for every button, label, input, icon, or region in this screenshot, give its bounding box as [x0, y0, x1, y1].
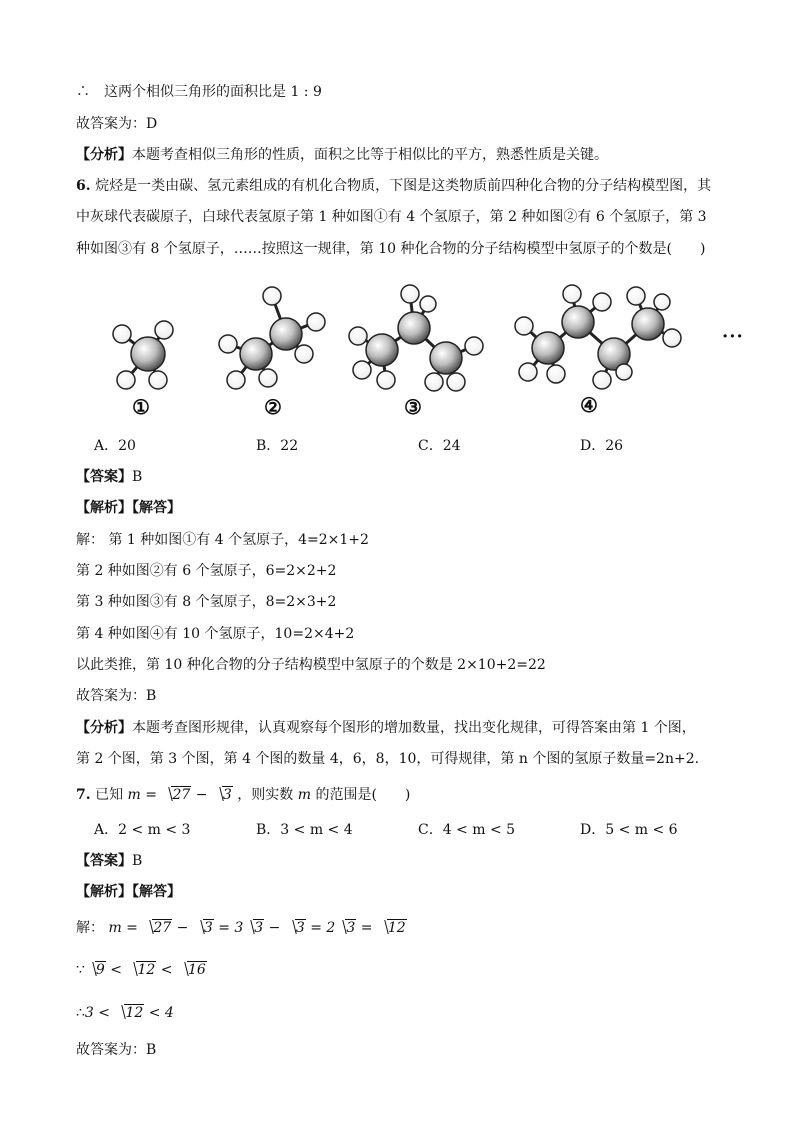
- analysis-text: 本题考查相似三角形的性质，面积之比等于相似比的平方，熟悉性质是关键。: [132, 147, 608, 163]
- q7-option-b: B．3 < m < 4: [256, 822, 353, 838]
- q7-equation: m = 27 − 3: [127, 787, 232, 803]
- answer-tag: 【答案】: [76, 853, 132, 869]
- fig-label-1: ①: [132, 395, 150, 419]
- step-equation: m = 27 − 3 = 3 3 − 3 = 2 3 = 12: [108, 920, 406, 936]
- q6-step-3: 第 3 种如图③有 8 个氢原子，8=2×3+2: [76, 594, 337, 610]
- q6-step-4: 第 4 种如图④有 10 个氢原子，10=2×4+2: [76, 626, 355, 642]
- answer-value: B: [132, 853, 143, 869]
- q6-analysis-line1: [76, 718, 696, 738]
- q6-option-c: C．24: [418, 438, 461, 454]
- fig-label-2: ②: [264, 395, 282, 419]
- q7-final-answer: 故答案为：B: [76, 1042, 157, 1058]
- q6-answer: [76, 467, 142, 487]
- q7-var-m: m: [297, 787, 312, 803]
- molecule-1: [113, 321, 173, 389]
- q6-number: 6.: [76, 178, 91, 194]
- q7-option-d: D．5 < m < 6: [580, 822, 678, 838]
- fig-label-3: ③: [404, 395, 422, 419]
- step-result: 3 < 12 < 4: [84, 1005, 174, 1021]
- molecule-2: [219, 287, 325, 389]
- prev-answer: 故答案为：D: [76, 116, 158, 132]
- q6-step-2: 第 2 种如图②有 6 个氢原子，6=2×2+2: [76, 563, 337, 579]
- q7-number: 7.: [76, 787, 91, 803]
- q7-answer: [76, 851, 142, 871]
- analysis-text: 本题考查图形规律，认真观察每个图形的增加数量，找出变化规律，可得答案由第 1 个图，: [132, 720, 696, 736]
- q7-stem-end: 的范围是( ): [315, 787, 411, 803]
- q6-option-b: B．22: [256, 438, 299, 454]
- q6-step-5: 以此类推，第 10 种化合物的分子结构模型中氢原子的个数是 2×10+2=22: [76, 657, 546, 673]
- q7-stem-pre: 已知: [95, 787, 124, 803]
- q6-stem-line2: 中灰球代表碳原子，白球代表氢原子第 1 种如图①有 4 个氢原子，第 2 种如图②有 6 个氢原子，第 3: [76, 209, 707, 225]
- q7-step-1: [76, 918, 407, 938]
- molecule-4: [515, 285, 681, 389]
- answer-tag: 【答案】: [76, 469, 132, 485]
- q6-solution-tag: 【解析】【解答】: [76, 500, 181, 516]
- q7-solution-tag: 【解析】【解答】: [76, 884, 181, 900]
- molecule-figure: [96, 282, 756, 422]
- q7-step-2: [76, 960, 207, 980]
- because-symbol: ∵: [76, 962, 85, 978]
- q6-option-a: A．20: [94, 438, 136, 454]
- q7-stem-post: ，则实数: [237, 787, 294, 803]
- figure-ellipsis: ···: [722, 326, 744, 347]
- q6-option-d: D．26: [580, 438, 624, 454]
- q6-analysis-line2: 第 2 个图，第 3 个图，第 4 个图的数量 4，6，8，10，可得规律，第 n 个图的氢原子数量=2n+2.: [76, 751, 700, 767]
- q6-final-answer: 故答案为：B: [76, 688, 157, 704]
- molecule-svg: [96, 282, 756, 422]
- q6-stem-line3: 种如图③有 8 个氢原子，……按照这一规律，第 10 种化合物的分子结构模型中氢原子的个数是( ): [76, 241, 706, 257]
- q7-option-c: C．4 < m < 5: [418, 822, 516, 838]
- molecule-3: [349, 285, 483, 391]
- prev-analysis: [76, 145, 608, 165]
- q6-step-1: 解： 第 1 种如图①有 4 个氢原子，4=2×1+2: [76, 532, 369, 548]
- step-inequality: 9 < 12 < 16: [85, 962, 207, 978]
- therefore-symbol: ∴: [76, 1005, 85, 1021]
- analysis-tag: 【分析】: [76, 147, 132, 163]
- q7-step-3: [76, 1003, 174, 1023]
- q6-stem-line1: [76, 176, 711, 196]
- answer-value: B: [132, 469, 143, 485]
- fig-label-4: ④: [580, 393, 598, 417]
- analysis-tag: 【分析】: [76, 720, 132, 736]
- prev-conclusion: ∴ 这两个相似三角形的面积比是 1 : 9: [76, 84, 322, 100]
- step-prefix: 解：: [76, 920, 104, 936]
- q6-stem1: 烷烃是一类由碳、氢元素组成的有机化合物质，下图是这类物质前四种化合物的分子结构模型图，其: [95, 178, 712, 194]
- q7-stem: [76, 785, 410, 805]
- q7-option-a: A．2 < m < 3: [94, 822, 191, 838]
